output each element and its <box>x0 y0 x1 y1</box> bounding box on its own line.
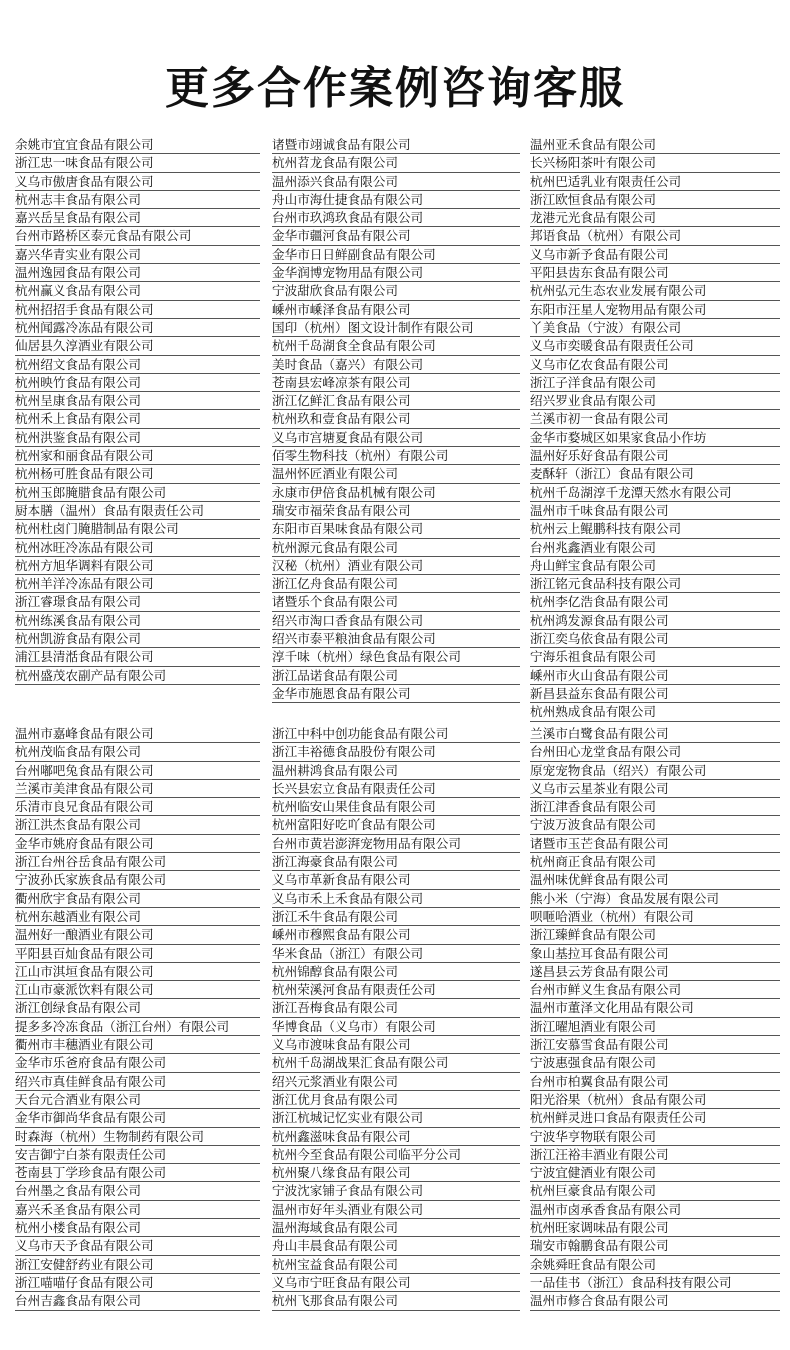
company-name: 杭州玖和壹食品有限公司 <box>272 410 520 428</box>
company-name: 金华市乐爸府食品有限公司 <box>15 1054 260 1072</box>
company-name: 浙江亿舟食品有限公司 <box>272 575 520 593</box>
company-name: 义乌市云星茶业有限公司 <box>530 780 780 798</box>
company-list-b1-col2 <box>272 136 520 703</box>
company-name: 台州市柏翼食品有限公司 <box>530 1073 780 1091</box>
company-name: 浙江子洋食品有限公司 <box>530 374 780 392</box>
company-name: 乐清市良兄食品有限公司 <box>15 798 260 816</box>
company-name: 瑞安市翰鹏食品有限公司 <box>530 1237 780 1255</box>
company-name: 杭州鸿发源食品有限公司 <box>530 612 780 630</box>
company-name: 温州好乐好食品有限公司 <box>530 447 780 465</box>
company-name: 温州亚禾食品有限公司 <box>530 136 780 154</box>
company-name: 温州市董泽文化用品有限公司 <box>530 999 780 1017</box>
company-name: 江山市豪派饮料有限公司 <box>15 981 260 999</box>
company-name: 义乌市宫塘夏食品有限公司 <box>272 429 520 447</box>
company-list-b2-col2 <box>272 725 520 1311</box>
company-name: 嘉兴华青实业有限公司 <box>15 246 260 264</box>
company-name: 原宠宠物食品（绍兴）有限公司 <box>530 762 780 780</box>
company-name: 浙江安慕雪食品有限公司 <box>530 1036 780 1054</box>
company-name: 提多多冷冻食品（浙江台州）有限公司 <box>15 1018 260 1036</box>
company-name: 台州墨之食品有限公司 <box>15 1182 260 1200</box>
company-name: 杭州羊洋冷冻品有限公司 <box>15 575 260 593</box>
company-name: 舟山鲜宝食品有限公司 <box>530 557 780 575</box>
company-name: 义乌市奕暖食品有限责任公司 <box>530 337 780 355</box>
company-name: 义乌市渡味食品有限公司 <box>272 1036 520 1054</box>
company-name: 温州市千味食品有限公司 <box>530 502 780 520</box>
company-name: 嵊州市穆熙食品有限公司 <box>272 926 520 944</box>
company-name: 杭州今至食品有限公司临平分公司 <box>272 1146 520 1164</box>
company-name: 金华润博宠物用品有限公司 <box>272 264 520 282</box>
company-name: 苍南县宏峰凉茶有限公司 <box>272 374 520 392</box>
company-name: 浙江吾梅食品有限公司 <box>272 999 520 1017</box>
company-name: 宁波沈家铺子食品有限公司 <box>272 1182 520 1200</box>
company-name: 台州兆鑫酒业有限公司 <box>530 539 780 557</box>
company-name: 浙江创绿食品有限公司 <box>15 999 260 1017</box>
company-name: 浙江喵喵仔食品有限公司 <box>15 1274 260 1292</box>
company-name: 杭州呈康食品有限公司 <box>15 392 260 410</box>
company-name: 浙江品诺食品有限公司 <box>272 667 520 685</box>
company-name: 浦江县清湉食品有限公司 <box>15 648 260 666</box>
company-name: 丫美食品（宁波）有限公司 <box>530 319 780 337</box>
company-name: 杭州冰旺冷冻品有限公司 <box>15 539 260 557</box>
company-name: 绍兴市淘口香食品有限公司 <box>272 612 520 630</box>
company-name: 嵊州市嵊泽食品有限公司 <box>272 301 520 319</box>
company-name: 金华市御尚华食品有限公司 <box>15 1109 260 1127</box>
company-name: 杭州鑫滋味食品有限公司 <box>272 1128 520 1146</box>
company-name: 余姚舜旺食品有限公司 <box>530 1256 780 1274</box>
company-name: 兰溪市白鹭食品有限公司 <box>530 725 780 743</box>
company-name: 仙居县久淳酒业有限公司 <box>15 337 260 355</box>
company-name: 杭州闻露冷冻品有限公司 <box>15 319 260 337</box>
company-name: 浙江铭元食品科技有限公司 <box>530 575 780 593</box>
company-name: 东阳市百果味食品有限公司 <box>272 520 520 538</box>
company-name: 温州味优鲜食品有限公司 <box>530 871 780 889</box>
company-name: 淳千味（杭州）绿色食品有限公司 <box>272 648 520 666</box>
company-name: 杭州富阳好吃吖食品有限公司 <box>272 816 520 834</box>
company-name: 浙江安健舒药业有限公司 <box>15 1256 260 1274</box>
company-name: 义乌市宁旺食品有限公司 <box>272 1274 520 1292</box>
company-name: 嵊州市火山食品有限公司 <box>530 667 780 685</box>
company-name: 余姚市宜宜食品有限公司 <box>15 136 260 154</box>
company-name: 义乌市新予食品有限公司 <box>530 246 780 264</box>
company-name: 杭州杨可胜食品有限公司 <box>15 465 260 483</box>
company-name: 杭州临安山果佳食品有限公司 <box>272 798 520 816</box>
company-name: 宁波孙氏家族食品有限公司 <box>15 871 260 889</box>
company-name: 浙江亿鲜汇食品有限公司 <box>272 392 520 410</box>
company-name: 兰溪市美津食品有限公司 <box>15 780 260 798</box>
company-name: 杭州苕龙食品有限公司 <box>272 154 520 172</box>
company-name: 杭州宝益食品有限公司 <box>272 1256 520 1274</box>
company-name: 杭州玉郎腌腊食品有限公司 <box>15 484 260 502</box>
company-list-b2-col1 <box>15 725 260 1311</box>
company-name: 宁波万波食品有限公司 <box>530 816 780 834</box>
company-name: 宁波惠强食品有限公司 <box>530 1054 780 1072</box>
company-name: 江山市淇垣食品有限公司 <box>15 963 260 981</box>
company-name: 杭州东越酒业有限公司 <box>15 908 260 926</box>
company-list-b1-col1 <box>15 136 260 685</box>
company-name: 杭州映竹食品有限公司 <box>15 374 260 392</box>
company-name: 呗咂哈酒业（杭州）有限公司 <box>530 908 780 926</box>
company-name: 永康市伊倍食品机械有限公司 <box>272 484 520 502</box>
page-title: 更多合作案例咨询客服 <box>165 63 625 114</box>
company-name: 杭州千岛湖淳千龙潭天然水有限公司 <box>530 484 780 502</box>
company-name: 义乌市革新食品有限公司 <box>272 871 520 889</box>
company-name: 浙江禾牛食品有限公司 <box>272 908 520 926</box>
company-name: 义乌市禾上禾食品有限公司 <box>272 890 520 908</box>
company-name: 宁波华亨物联有限公司 <box>530 1128 780 1146</box>
company-name: 杭州云上鲲鹏科技有限公司 <box>530 520 780 538</box>
company-name: 诸暨乐个食品有限公司 <box>272 593 520 611</box>
company-name: 杭州杜卤门腌腊制品有限公司 <box>15 520 260 538</box>
company-name: 衢州市丰穗酒业有限公司 <box>15 1036 260 1054</box>
company-name: 温州耕鸿食品有限公司 <box>272 762 520 780</box>
company-name: 浙江欧恒食品有限公司 <box>530 191 780 209</box>
company-name: 浙江海豪食品有限公司 <box>272 853 520 871</box>
company-name: 杭州旺家调味品有限公司 <box>530 1219 780 1237</box>
company-name: 金华市姚府食品有限公司 <box>15 835 260 853</box>
company-name: 平阳县齿东食品有限公司 <box>530 264 780 282</box>
company-name: 宁海乐祖食品有限公司 <box>530 648 780 666</box>
company-name: 杭州飞那食品有限公司 <box>272 1292 520 1310</box>
company-name: 杭州赢义食品有限公司 <box>15 282 260 300</box>
company-name: 宁波宜健酒业有限公司 <box>530 1164 780 1182</box>
company-name: 国印（杭州）图文设计制作有限公司 <box>272 319 520 337</box>
company-name: 浙江忠一味食品有限公司 <box>15 154 260 172</box>
company-name: 邦语食品（杭州）有限公司 <box>530 227 780 245</box>
company-name: 绍兴市真佳鲜食品有限公司 <box>15 1073 260 1091</box>
company-name: 天台元合酒业有限公司 <box>15 1091 260 1109</box>
company-name: 温州添兴食品有限公司 <box>272 173 520 191</box>
company-name: 杭州巴适乳业有限责任公司 <box>530 173 780 191</box>
company-name: 杭州小楼食品有限公司 <box>15 1219 260 1237</box>
company-name: 一品佳书（浙江）食品科技有限公司 <box>530 1274 780 1292</box>
company-list-b1-col3 <box>530 136 780 722</box>
company-name: 华博食品（义乌市）有限公司 <box>272 1018 520 1036</box>
company-name: 杭州志丰食品有限公司 <box>15 191 260 209</box>
company-name: 绍兴市泰平粮油食品有限公司 <box>272 630 520 648</box>
company-name: 嘉兴禾圣食品有限公司 <box>15 1201 260 1219</box>
company-name: 麦酥轩（浙江）食品有限公司 <box>530 465 780 483</box>
company-name: 瑞安市福荣食品有限公司 <box>272 502 520 520</box>
company-name: 华米食品（浙江）有限公司 <box>272 945 520 963</box>
company-name: 台州市黄岩澎湃宠物用品有限公司 <box>272 835 520 853</box>
company-name: 绍兴罗业食品有限公司 <box>530 392 780 410</box>
company-name: 杭州千岛湖食全食品有限公司 <box>272 337 520 355</box>
company-name: 温州逸园食品有限公司 <box>15 264 260 282</box>
company-name: 浙江洪杰食品有限公司 <box>15 816 260 834</box>
company-name: 汉秘（杭州）酒业有限公司 <box>272 557 520 575</box>
company-name: 金华市疆河食品有限公司 <box>272 227 520 245</box>
company-name: 东阳市汪星人宠物用品有限公司 <box>530 301 780 319</box>
company-name: 义乌市天予食品有限公司 <box>15 1237 260 1255</box>
company-name: 阳光浴果（杭州）食品有限公司 <box>530 1091 780 1109</box>
company-name: 义乌市傲唐食品有限公司 <box>15 173 260 191</box>
company-name: 衢州欣宇食品有限公司 <box>15 890 260 908</box>
company-name: 浙江汪裕丰酒业有限公司 <box>530 1146 780 1164</box>
company-name: 浙江睿璟食品有限公司 <box>15 593 260 611</box>
company-name: 台州市路桥区泰元食品有限公司 <box>15 227 260 245</box>
company-name: 杭州锦醇食品有限公司 <box>272 963 520 981</box>
company-name: 长兴杨阳茶叶有限公司 <box>530 154 780 172</box>
company-name: 温州市卤承香食品有限公司 <box>530 1201 780 1219</box>
company-name: 杭州招招手食品有限公司 <box>15 301 260 319</box>
company-name: 杭州练溪食品有限公司 <box>15 612 260 630</box>
company-name: 安吉御宁白茶有限责任公司 <box>15 1146 260 1164</box>
company-name: 浙江津香食品有限公司 <box>530 798 780 816</box>
company-name: 杭州家和丽食品有限公司 <box>15 447 260 465</box>
company-name: 杭州熟成食品有限公司 <box>530 703 780 721</box>
company-name: 平阳县百灿食品有限公司 <box>15 945 260 963</box>
company-name: 台州市玖鸿玖食品有限公司 <box>272 209 520 227</box>
company-name: 杭州茂临食品有限公司 <box>15 743 260 761</box>
company-name: 杭州商正食品有限公司 <box>530 853 780 871</box>
company-name: 新昌县益东食品有限公司 <box>530 685 780 703</box>
company-name: 浙江臻鲜食品有限公司 <box>530 926 780 944</box>
company-name: 舟山市海仕捷食品有限公司 <box>272 191 520 209</box>
company-name: 杭州凯游食品有限公司 <box>15 630 260 648</box>
company-name: 杭州巨豪食品有限公司 <box>530 1182 780 1200</box>
company-name: 时森海（杭州）生物制药有限公司 <box>15 1128 260 1146</box>
company-name: 温州海域食品有限公司 <box>272 1219 520 1237</box>
company-name: 杭州弘元生态农业发展有限公司 <box>530 282 780 300</box>
company-name: 金华市婺城区如果家食品小作坊 <box>530 429 780 447</box>
company-name: 杭州荣溪河食品有限责任公司 <box>272 981 520 999</box>
company-name: 台州吉鑫食品有限公司 <box>15 1292 260 1310</box>
company-name: 杭州洪鉴食品有限公司 <box>15 429 260 447</box>
company-name: 温州市好年头酒业有限公司 <box>272 1201 520 1219</box>
company-name: 长兴县宏立食品有限责任公司 <box>272 780 520 798</box>
company-name: 浙江台州谷岳食品有限公司 <box>15 853 260 871</box>
company-name: 舟山丰晨食品有限公司 <box>272 1237 520 1255</box>
company-name: 熊小米（宁海）食品发展有限公司 <box>530 890 780 908</box>
company-name: 浙江奕乌依食品有限公司 <box>530 630 780 648</box>
company-name: 杭州盛茂农副产品有限公司 <box>15 667 260 685</box>
company-name: 遂昌县云芳食品有限公司 <box>530 963 780 981</box>
company-name: 台州田心龙堂食品有限公司 <box>530 743 780 761</box>
company-name: 杭州方旭华调料有限公司 <box>15 557 260 575</box>
company-name: 台州嘟吧兔食品有限公司 <box>15 762 260 780</box>
company-name: 兰溪市初一食品有限公司 <box>530 410 780 428</box>
company-name: 美时食品（嘉兴）有限公司 <box>272 356 520 374</box>
company-name: 杭州鲜灵进口食品有限责任公司 <box>530 1109 780 1127</box>
company-name: 浙江中科中创功能食品有限公司 <box>272 725 520 743</box>
company-name: 苍南县丁学珍食品有限公司 <box>15 1164 260 1182</box>
company-name: 杭州源元食品有限公司 <box>272 539 520 557</box>
company-name: 厨本膳（温州）食品有限责任公司 <box>15 502 260 520</box>
company-name: 温州怀匠酒业有限公司 <box>272 465 520 483</box>
company-name: 诸暨市玉芒食品有限公司 <box>530 835 780 853</box>
company-name: 杭州千岛湖战果汇食品有限公司 <box>272 1054 520 1072</box>
company-name: 杭州绍文食品有限公司 <box>15 356 260 374</box>
company-name: 龙港元光食品有限公司 <box>530 209 780 227</box>
company-name: 温州好一酿酒业有限公司 <box>15 926 260 944</box>
company-name: 浙江优月食品有限公司 <box>272 1091 520 1109</box>
company-name: 温州市修合食品有限公司 <box>530 1292 780 1310</box>
company-name: 浙江杭城记忆实业有限公司 <box>272 1109 520 1127</box>
company-name: 杭州聚八缘食品有限公司 <box>272 1164 520 1182</box>
company-name: 杭州禾上食品有限公司 <box>15 410 260 428</box>
company-name: 绍兴元浆酒业有限公司 <box>272 1073 520 1091</box>
company-name: 佰零生物科技（杭州）有限公司 <box>272 447 520 465</box>
company-name: 浙江曜旭酒业有限公司 <box>530 1018 780 1036</box>
company-name: 杭州李亿浩食品有限公司 <box>530 593 780 611</box>
company-name: 义乌市亿农食品有限公司 <box>530 356 780 374</box>
company-name: 宁波甜欣食品有限公司 <box>272 282 520 300</box>
company-name: 象山基拉耳食品有限公司 <box>530 945 780 963</box>
company-name: 嘉兴岳呈食品有限公司 <box>15 209 260 227</box>
company-name: 金华市日日鲜副食品有限公司 <box>272 246 520 264</box>
company-name: 台州市鲜义生食品有限公司 <box>530 981 780 999</box>
company-name: 浙江丰裕德食品股份有限公司 <box>272 743 520 761</box>
company-name: 金华市施恩食品有限公司 <box>272 685 520 703</box>
company-name: 诸暨市翊诚食品有限公司 <box>272 136 520 154</box>
company-name: 温州市嘉峰食品有限公司 <box>15 725 260 743</box>
company-list-b2-col3 <box>530 725 780 1311</box>
